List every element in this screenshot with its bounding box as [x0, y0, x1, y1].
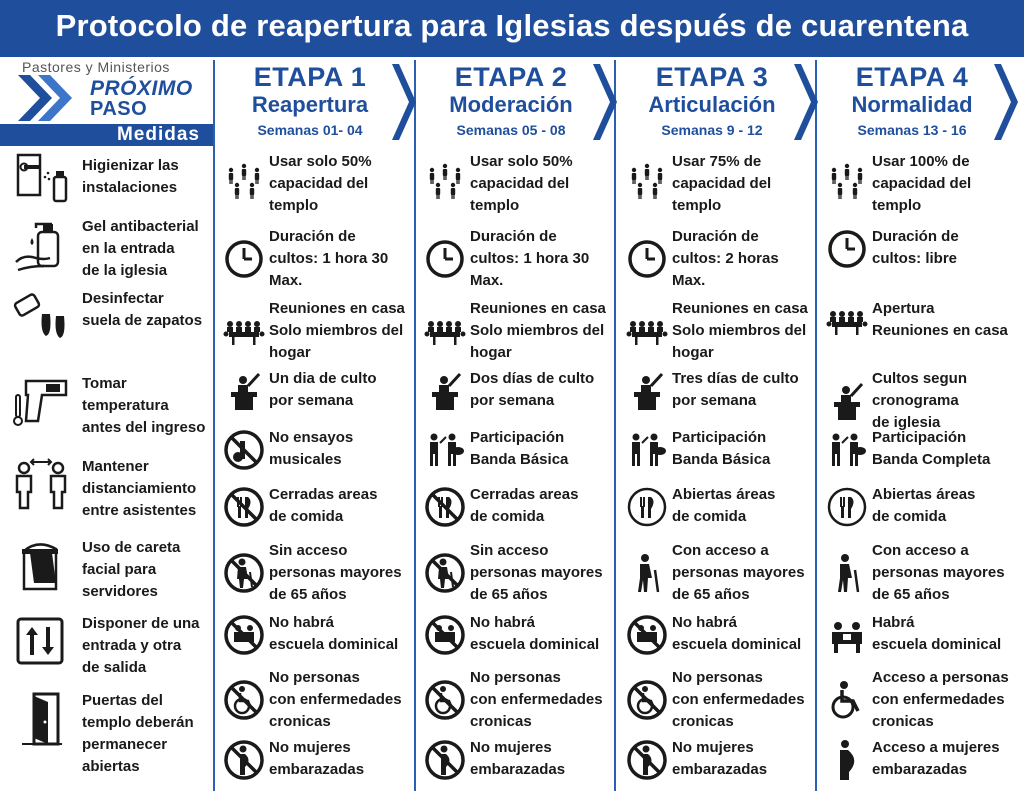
stage-cell-text: No ensayos musicales [269, 429, 354, 468]
no-pregnant-icon [626, 739, 668, 781]
stage-cell [620, 540, 818, 610]
clock-icon [826, 228, 868, 270]
stage-cell-text: Cerradas areas de comida [269, 486, 378, 525]
stage-name: Normalidad [851, 92, 973, 117]
band-icon [626, 429, 668, 471]
stage-cell [820, 737, 1018, 791]
stage-cell [217, 298, 415, 368]
stage-cell [620, 151, 818, 221]
no-elderly-icon [424, 552, 466, 594]
stage-cell [620, 737, 818, 791]
measure-text: Tomar temperatura antes del ingreso [82, 375, 206, 436]
chevron-right-icon [994, 64, 1018, 140]
stage-3-header [626, 60, 826, 146]
capacity-icon [626, 163, 668, 205]
thermometer-gun-icon [12, 373, 70, 431]
hand-sanitizer-icon [12, 216, 70, 274]
measure-row [0, 369, 214, 441]
clock-icon [223, 238, 265, 280]
measure-text: Higienizar las instalaciones [82, 157, 179, 196]
measure-row [0, 686, 214, 775]
stage-cell-text: Dos días de culto por semana [470, 370, 595, 409]
stage-number: ETAPA 3 [655, 62, 769, 92]
title-banner [0, 0, 1024, 57]
stage-cell [620, 226, 818, 296]
clock-icon [424, 238, 466, 280]
logo-subtitle: Pastores y Ministerios [22, 59, 170, 75]
stage-cell [418, 540, 616, 610]
stage-cell-text: Abiertas áreas de comida [672, 486, 776, 525]
stage-cell-text: Cerradas areas de comida [470, 486, 579, 525]
stage-cell-text: Sin acceso personas mayores de 65 años [269, 542, 402, 603]
pregnant-icon [826, 739, 868, 781]
pulpit-icon [626, 370, 668, 412]
wheelchair-icon [826, 679, 868, 721]
social-distance-icon [12, 456, 70, 514]
no-sunday-school-icon [223, 614, 265, 656]
clock-icon [626, 238, 668, 280]
stage-4-header [826, 60, 1024, 146]
home-meeting-icon [626, 310, 668, 352]
no-pregnant-icon [223, 739, 265, 781]
measure-text: Disponer de una entrada y otra de salida [82, 615, 200, 676]
measure-row [0, 609, 214, 681]
stage-cell-text: Con acceso a personas mayores de 65 años [672, 542, 805, 603]
no-food-icon [223, 486, 265, 528]
stage-cell-text: Tres días de culto por semana [672, 370, 799, 409]
stage-cell-text: Habrá escuela dominical [872, 614, 1002, 653]
home-meeting-icon [223, 310, 265, 352]
no-music-icon [223, 429, 265, 471]
stage-cell-text: No personas con enfermedades cronicas [672, 669, 805, 730]
measure-row [0, 147, 214, 219]
stage-cell-text: No habrá escuela dominical [672, 614, 802, 653]
stage-cell-text: Duración de cultos: 1 hora 30 Max. [470, 228, 590, 289]
stage-cell [820, 667, 1018, 737]
stage-cell [217, 667, 415, 737]
stage-cell-text: Participación Banda Básica [470, 429, 569, 468]
stage-cell-text: Abiertas áreas de comida [872, 486, 976, 525]
stage-cell-text: Participación Banda Básica [672, 429, 771, 468]
no-elderly-icon [223, 552, 265, 594]
stage-cell-text: Duración de cultos: libre [872, 228, 959, 267]
medidas-label: Medidas [116, 124, 200, 145]
stage-cell [217, 737, 415, 791]
food-icon [826, 486, 868, 528]
no-sunday-school-icon [424, 614, 466, 656]
stage-cell [820, 540, 1018, 610]
stage-cell-text: Duración de cultos: 1 hora 30 Max. [269, 228, 389, 289]
no-sunday-school-icon [626, 614, 668, 656]
home-meeting-icon [826, 300, 868, 342]
face-shield-icon [12, 537, 70, 595]
stage-cell-text: Sin acceso personas mayores de 65 años [470, 542, 603, 603]
no-wheelchair-icon [626, 679, 668, 721]
stage-cell [820, 298, 1018, 368]
stage-name: Moderación [449, 92, 573, 117]
stage-cell [217, 226, 415, 296]
home-meeting-icon [424, 310, 466, 352]
stage-cell-text: Con acceso a personas mayores de 65 años [872, 542, 1005, 603]
stage-cell [820, 226, 1018, 296]
door-handle-spray-icon [12, 151, 70, 209]
stage-cell [418, 151, 616, 221]
band-icon [424, 429, 466, 471]
stage-cell-text: Reuniones en casa Solo miembros del hogar [470, 300, 606, 361]
measure-row [0, 533, 214, 605]
sunday-school-icon [826, 614, 868, 656]
stage-cell-text: Usar 100% de capacidad del templo [872, 153, 972, 214]
elderly-icon [626, 552, 668, 594]
pulpit-icon [826, 380, 868, 422]
logo-chevron-icon [18, 71, 90, 125]
measure-row [0, 284, 214, 356]
stage-cell-text: Reuniones en casa Solo miembros del hogar [672, 300, 808, 361]
stage-cell [418, 667, 616, 737]
no-wheelchair-icon [424, 679, 466, 721]
food-icon [626, 486, 668, 528]
stage-cell-text: Usar solo 50% capacidad del templo [470, 153, 573, 214]
measure-text: Mantener distanciamiento entre asistentes [82, 458, 197, 519]
stage-cell-text: No mujeres embarazadas [470, 739, 566, 778]
stage-cell-text: No personas con enfermedades cronicas [269, 669, 402, 730]
stage-cell-text: Usar 75% de capacidad del templo [672, 153, 772, 214]
chevron-right-icon [794, 64, 818, 140]
stage-weeks: Semanas 9 - 12 [661, 122, 763, 138]
stage-number: ETAPA 1 [253, 62, 367, 92]
stage-cell-text: No mujeres embarazadas [269, 739, 365, 778]
stage-cell [418, 737, 616, 791]
elderly-icon [826, 552, 868, 594]
stage-cell [418, 298, 616, 368]
no-food-icon [424, 486, 466, 528]
stage-cell [217, 540, 415, 610]
shoe-disinfect-icon [12, 288, 70, 346]
no-wheelchair-icon [223, 679, 265, 721]
page-title: Protocolo de reapertura para Iglesias después de cuarentena [55, 8, 969, 43]
stage-number: ETAPA 2 [454, 62, 568, 92]
logo-word-paso: PASO [90, 98, 148, 120]
logo [0, 57, 214, 127]
measure-text: Uso de careta facial para servidores [82, 539, 181, 600]
stage-cell [620, 298, 818, 368]
stage-cell-text: Participación Banda Completa [872, 429, 991, 468]
stage-cell-text: Reuniones en casa Solo miembros del hogar [269, 300, 405, 361]
measure-row [0, 212, 214, 284]
chevron-right-icon [392, 64, 416, 140]
stage-weeks: Semanas 13 - 16 [857, 122, 967, 138]
open-door-icon [12, 690, 70, 748]
stage-name: Reapertura [251, 92, 369, 117]
pulpit-icon [223, 370, 265, 412]
entry-exit-icon [12, 613, 70, 671]
pulpit-icon [424, 370, 466, 412]
stage-cell-text: No personas con enfermedades cronicas [470, 669, 603, 730]
stage-cell-text: No mujeres embarazadas [672, 739, 768, 778]
capacity-icon [223, 163, 265, 205]
measure-row [0, 452, 214, 524]
stage-cell-text: Usar solo 50% capacidad del templo [269, 153, 372, 214]
stage-cell [418, 226, 616, 296]
stage-cell-text: Cultos segun cronograma de iglesia [872, 370, 968, 431]
stage-name: Articulación [648, 92, 776, 117]
capacity-icon [826, 163, 868, 205]
stage-cell [620, 667, 818, 737]
stage-cell-text: Duración de cultos: 2 horas Max. [672, 228, 779, 289]
capacity-icon [424, 163, 466, 205]
stage-cell [217, 151, 415, 221]
measure-text: Desinfectar suela de zapatos [82, 290, 203, 329]
medidas-header [0, 124, 214, 146]
measure-text: Puertas del templo deberán permanecer abiertas [82, 692, 194, 775]
stage-weeks: Semanas 01- 04 [257, 122, 363, 138]
stage-number: ETAPA 4 [855, 62, 969, 92]
stage-cell-text: No habrá escuela dominical [269, 614, 399, 653]
no-pregnant-icon [424, 739, 466, 781]
stage-weeks: Semanas 05 - 08 [456, 122, 566, 138]
stage-1-header [224, 60, 424, 146]
stage-cell-text: Acceso a personas con enfermedades cronicas [872, 669, 1009, 730]
stage-cell-text: No habrá escuela dominical [470, 614, 600, 653]
measure-text: Gel antibacterial en la entrada de la iglesia [82, 218, 199, 279]
logo-word-proximo: PRÓXIMO [90, 77, 193, 100]
band-icon [826, 429, 868, 471]
stage-cell-text: Acceso a mujeres embarazadas [872, 739, 1000, 778]
stage-2-header [425, 60, 625, 146]
stage-cell-text: Un dia de culto por semana [269, 370, 377, 409]
stage-cell-text: Apertura Reuniones en casa [872, 300, 1008, 339]
chevron-right-icon [593, 64, 617, 140]
stage-cell [820, 151, 1018, 221]
